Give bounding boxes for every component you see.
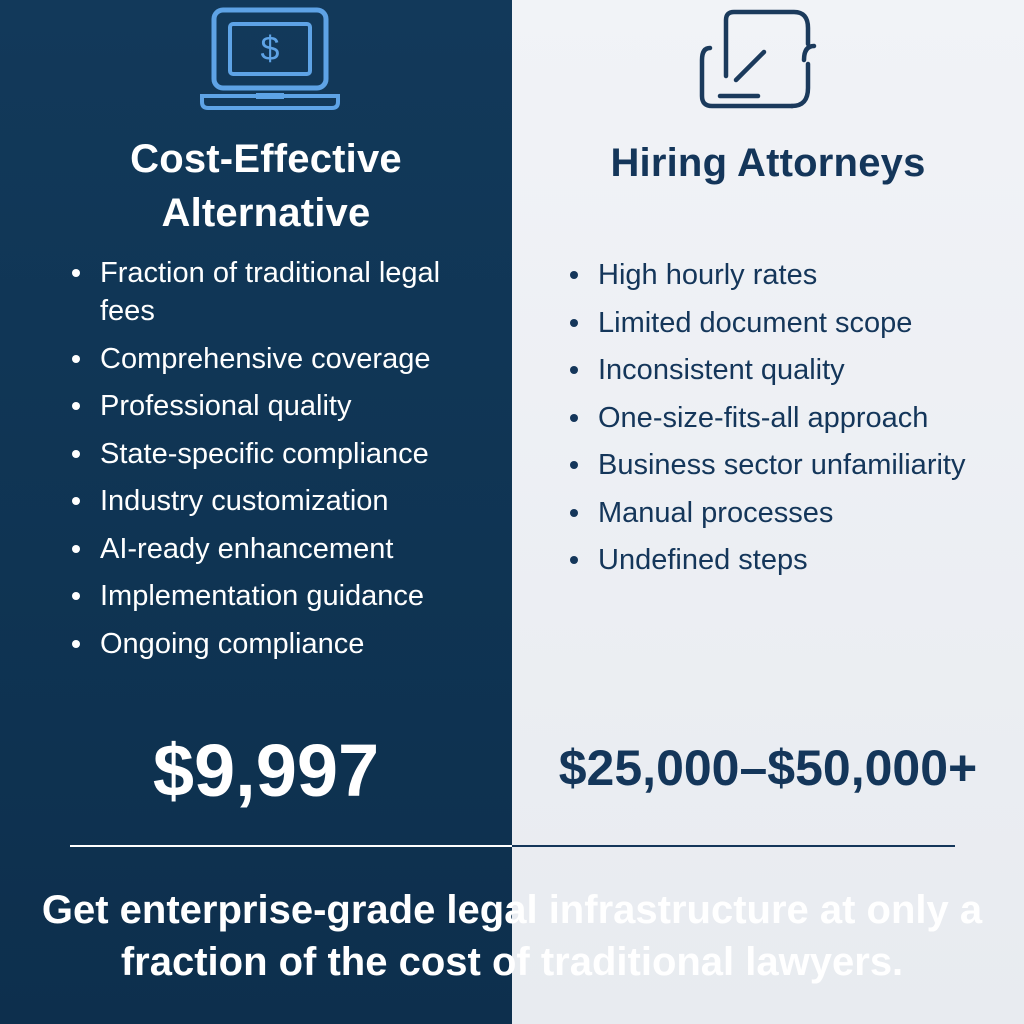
list-item: One-size-fits-all approach [570,399,1010,437]
list-item: Industry customization [72,482,502,520]
divider-right [512,845,955,847]
list-item: Manual processes [570,494,1010,532]
cost-effective-price: $9,997 [152,729,380,812]
dollar-symbol: $ [260,30,280,68]
list-item: AI-ready enhancement [72,530,502,568]
list-item: Comprehensive coverage [72,340,502,378]
hiring-attorneys-title: Hiring Attorneys [610,141,926,185]
cost-effective-title-line2: Alternative [161,191,371,235]
document-pen-icon [696,4,822,114]
list-item: State-specific compliance [72,435,502,473]
list-item: Business sector unfamiliarity [570,446,1010,484]
footer-tagline: Get enterprise-grade legal infrastructure at only a fraction of the cost of traditional lawyers. [41,888,983,984]
list-item: Professional quality [72,387,502,425]
list-item: Fraction of traditional legal fees [72,254,502,330]
list-item: Undefined steps [570,541,1010,579]
cost-effective-benefits-list [72,254,502,672]
list-item: Ongoing compliance [72,625,502,663]
cost-effective-title-line1: Cost-Effective [130,137,402,181]
cost-effective-title [20,132,512,240]
list-item: High hourly rates [570,256,1010,294]
divider-left [70,845,512,847]
list-item: Limited document scope [570,304,1010,342]
list-item: Inconsistent quality [570,351,1010,389]
hiring-attorneys-price: $25,000–$50,000+ [558,740,978,796]
laptop-dollar-icon [198,4,342,114]
list-item: Implementation guidance [72,577,502,615]
hiring-attorneys-drawbacks-list [570,256,1010,589]
